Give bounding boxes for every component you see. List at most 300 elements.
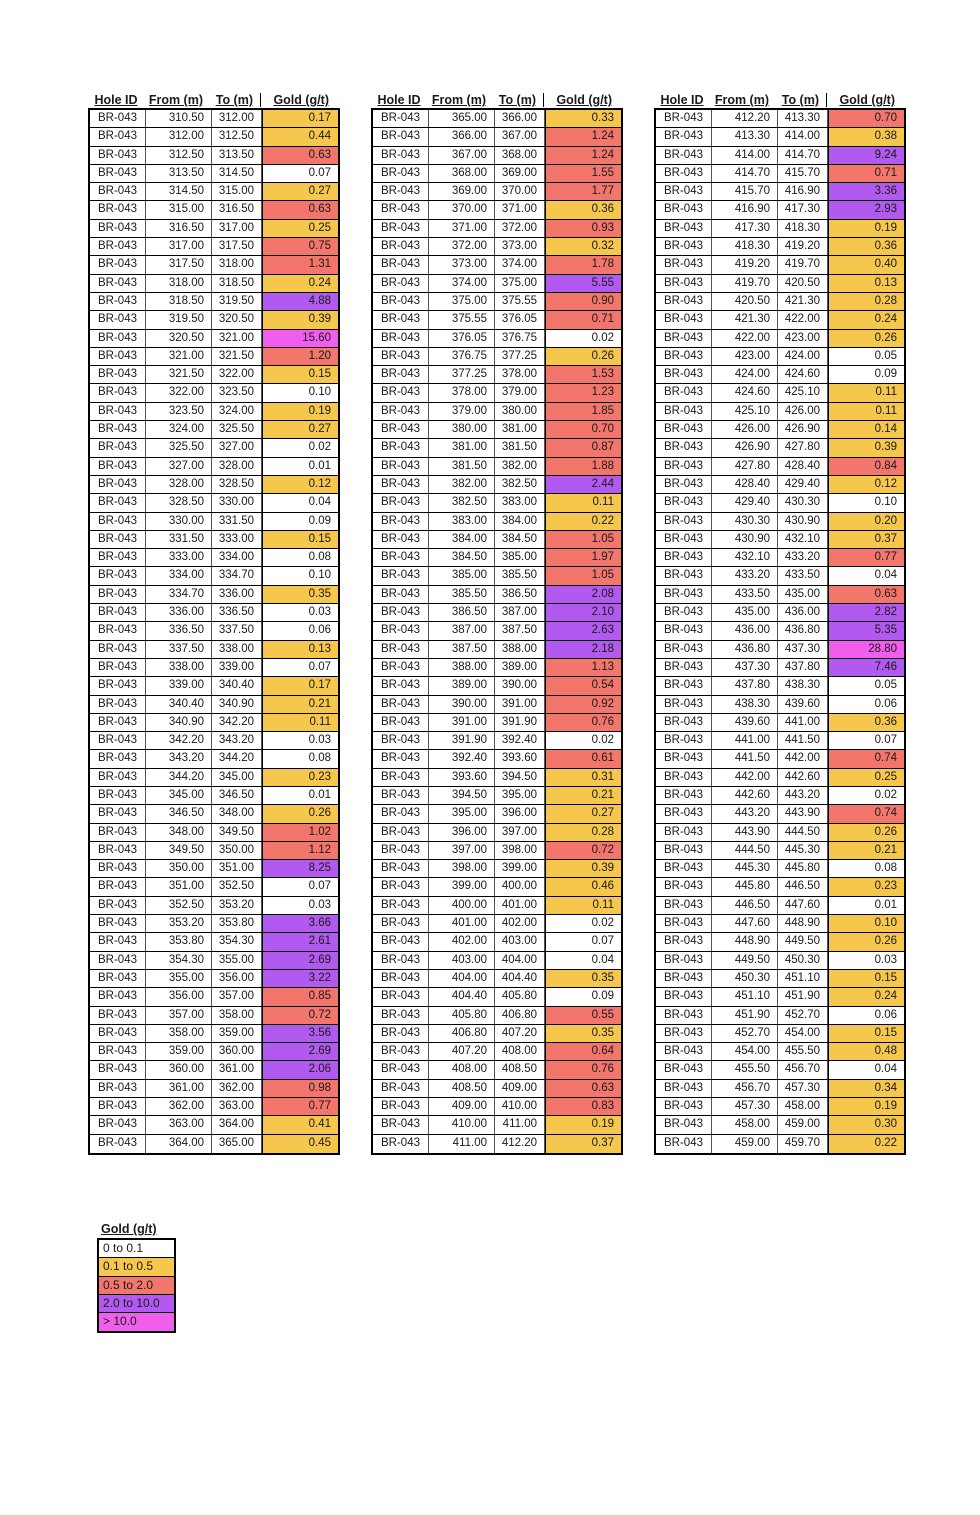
from-cell: 334.00 [146,567,212,584]
from-cell: 437.80 [712,677,778,694]
to-cell: 377.25 [495,348,545,365]
gold-cell: 0.31 [545,769,621,786]
assay-row [90,641,338,659]
assay-row [656,238,904,256]
gold-cell: 0.02 [262,439,338,456]
to-cell: 416.90 [778,183,828,200]
from-cell: 449.50 [712,952,778,969]
assay-row [656,366,904,384]
gold-cell: 0.26 [828,330,904,347]
gold-cell: 0.15 [828,1025,904,1042]
gold-cell: 0.70 [545,421,621,438]
to-cell: 400.00 [495,878,545,895]
hole-id-cell: BR-043 [656,878,712,895]
from-cell: 377.25 [429,366,495,383]
from-cell: 375.00 [429,293,495,310]
gold-cell: 0.72 [262,1007,338,1024]
column-header-hole-id [88,93,144,107]
to-cell: 315.00 [212,183,262,200]
column-header-label: Gold (g/t) [839,93,895,107]
hole-id-cell: BR-043 [656,421,712,438]
gold-cell: 0.07 [545,933,621,950]
to-cell: 370.00 [495,183,545,200]
hole-id-cell: BR-043 [656,1025,712,1042]
assay-row [373,622,621,640]
to-cell: 419.20 [778,238,828,255]
hole-id-cell: BR-043 [90,201,146,218]
hole-id-cell: BR-043 [373,549,429,566]
gold-cell: 0.83 [545,1098,621,1115]
gold-cell: 0.15 [262,366,338,383]
legend-class-m: > 10.0 [99,1313,174,1331]
assay-row [90,366,338,384]
gold-cell: 0.06 [262,622,338,639]
gold-cell: 0.77 [828,549,904,566]
from-cell: 346.50 [146,805,212,822]
gold-cell: 7.46 [828,659,904,676]
assay-row [373,860,621,878]
to-cell: 448.90 [778,915,828,932]
hole-id-cell: BR-043 [373,1043,429,1060]
hole-id-cell: BR-043 [373,421,429,438]
to-cell: 395.00 [495,787,545,804]
to-cell: 386.50 [495,586,545,603]
legend-class-w: 0 to 0.1 [99,1240,174,1258]
gold-cell: 2.44 [545,476,621,493]
from-cell: 430.90 [712,531,778,548]
assay-row [90,311,338,329]
from-cell: 357.00 [146,1007,212,1024]
from-cell: 436.80 [712,641,778,658]
to-cell: 381.00 [495,421,545,438]
from-cell: 455.50 [712,1061,778,1078]
to-cell: 422.00 [778,311,828,328]
assay-row [373,604,621,622]
hole-id-cell: BR-043 [373,897,429,914]
gold-cell: 0.02 [828,787,904,804]
gold-cell: 0.23 [828,878,904,895]
from-cell: 342.20 [146,732,212,749]
to-cell: 459.70 [778,1135,828,1153]
gold-cell: 0.09 [262,513,338,530]
gold-cell: 0.23 [262,769,338,786]
from-cell: 406.80 [429,1025,495,1042]
hole-id-cell: BR-043 [373,824,429,841]
to-cell: 312.50 [212,128,262,145]
from-cell: 340.90 [146,714,212,731]
column-header-label: To (m) [498,93,536,107]
hole-id-cell: BR-043 [373,1025,429,1042]
assay-row [373,384,621,402]
gold-cell: 0.40 [828,256,904,273]
assay-row [656,1061,904,1079]
from-cell: 390.00 [429,696,495,713]
gold-cell: 1.53 [545,366,621,383]
gold-cell: 0.74 [828,750,904,767]
gold-cell: 0.76 [545,714,621,731]
to-cell: 334.70 [212,567,262,584]
assay-row [656,878,904,896]
hole-id-cell: BR-043 [90,366,146,383]
header-row [654,88,906,107]
from-cell: 389.00 [429,677,495,694]
assay-row [373,915,621,933]
from-cell: 429.40 [712,494,778,511]
from-cell: 405.80 [429,1007,495,1024]
to-cell: 375.55 [495,293,545,310]
hole-id-cell: BR-043 [90,1098,146,1115]
assay-row [90,567,338,585]
hole-id-cell: BR-043 [90,439,146,456]
from-cell: 433.50 [712,586,778,603]
to-cell: 321.50 [212,348,262,365]
hole-id-cell: BR-043 [656,147,712,164]
hole-id-cell: BR-043 [90,183,146,200]
gold-cell: 1.88 [545,458,621,475]
from-cell: 387.00 [429,622,495,639]
assay-row [373,696,621,714]
to-cell: 325.50 [212,421,262,438]
assay-row [90,677,338,695]
from-cell: 442.00 [712,769,778,786]
column-header-label: Hole ID [94,93,138,107]
from-cell: 361.00 [146,1080,212,1097]
assay-row [90,878,338,896]
from-cell: 443.20 [712,805,778,822]
gold-cell: 0.08 [262,750,338,767]
to-cell: 363.00 [212,1098,262,1115]
to-cell: 419.70 [778,256,828,273]
assay-row [373,641,621,659]
hole-id-cell: BR-043 [373,256,429,273]
to-cell: 441.00 [778,714,828,731]
from-cell: 381.00 [429,439,495,456]
to-cell: 433.50 [778,567,828,584]
hole-id-cell: BR-043 [656,897,712,914]
assay-row [373,933,621,951]
to-cell: 352.50 [212,878,262,895]
hole-id-cell: BR-043 [90,110,146,127]
gold-cell: 0.64 [545,1043,621,1060]
assay-row [90,110,338,128]
to-cell: 351.00 [212,860,262,877]
hole-id-cell: BR-043 [90,348,146,365]
to-cell: 401.00 [495,897,545,914]
gold-cell: 0.84 [828,458,904,475]
hole-id-cell: BR-043 [656,531,712,548]
assay-tables [88,88,906,1155]
hole-id-cell: BR-043 [373,201,429,218]
to-cell: 340.40 [212,677,262,694]
gold-cell: 0.04 [828,567,904,584]
to-cell: 397.00 [495,824,545,841]
hole-id-cell: BR-043 [373,769,429,786]
assay-row [656,988,904,1006]
assay-grid [371,108,623,1155]
assay-row [656,494,904,512]
gold-cell: 0.36 [545,201,621,218]
assay-row [373,970,621,988]
to-cell: 348.00 [212,805,262,822]
from-cell: 353.20 [146,915,212,932]
to-cell: 450.30 [778,952,828,969]
from-cell: 360.00 [146,1061,212,1078]
hole-id-cell: BR-043 [90,220,146,237]
legend-title: Gold (g/t) [101,1222,157,1236]
hole-id-cell: BR-043 [656,494,712,511]
from-cell: 411.00 [429,1135,495,1153]
assay-row [90,1135,338,1153]
gold-cell: 0.21 [828,842,904,859]
gold-cell: 3.66 [262,915,338,932]
to-cell: 417.30 [778,201,828,218]
assay-row [373,732,621,750]
assay-row [90,970,338,988]
gold-cell: 0.63 [262,147,338,164]
assay-row [656,714,904,732]
assay-row [90,293,338,311]
assay-row [656,110,904,128]
to-cell: 349.50 [212,824,262,841]
gold-cell: 0.76 [545,1061,621,1078]
hole-id-cell: BR-043 [90,641,146,658]
hole-id-cell: BR-043 [656,696,712,713]
gold-cell: 0.06 [828,696,904,713]
to-cell: 408.50 [495,1061,545,1078]
gold-cell: 28.80 [828,641,904,658]
to-cell: 321.00 [212,330,262,347]
to-cell: 424.00 [778,348,828,365]
to-cell: 327.00 [212,439,262,456]
hole-id-cell: BR-043 [656,183,712,200]
gold-cell: 0.77 [262,1098,338,1115]
from-cell: 444.50 [712,842,778,859]
hole-id-cell: BR-043 [90,311,146,328]
hole-id-cell: BR-043 [90,238,146,255]
gold-cell: 1.55 [545,165,621,182]
gold-cell: 0.25 [262,220,338,237]
to-cell: 392.40 [495,732,545,749]
gold-cell: 0.11 [828,384,904,401]
hole-id-cell: BR-043 [90,1135,146,1153]
from-cell: 420.50 [712,293,778,310]
hole-id-cell: BR-043 [373,1116,429,1133]
assay-row [656,531,904,549]
assay-row [656,677,904,695]
hole-id-cell: BR-043 [373,1061,429,1078]
assay-row [90,952,338,970]
to-cell: 339.00 [212,659,262,676]
column-header-label: To (m) [781,93,819,107]
gold-cell: 0.06 [828,1007,904,1024]
gold-cell: 0.21 [262,696,338,713]
from-cell: 418.30 [712,238,778,255]
assay-row [90,1116,338,1134]
from-cell: 421.30 [712,311,778,328]
from-cell: 316.50 [146,220,212,237]
from-cell: 436.00 [712,622,778,639]
assay-row [656,1043,904,1061]
gold-cell: 0.45 [262,1135,338,1153]
hole-id-cell: BR-043 [373,842,429,859]
assay-row [373,805,621,823]
hole-id-cell: BR-043 [656,165,712,182]
from-cell: 391.90 [429,732,495,749]
from-cell: 376.75 [429,348,495,365]
legend-class-r: 0.5 to 2.0 [99,1277,174,1295]
from-cell: 354.30 [146,952,212,969]
gold-cell: 0.44 [262,128,338,145]
gold-cell: 0.01 [262,458,338,475]
hole-id-cell: BR-043 [656,604,712,621]
to-cell: 410.00 [495,1098,545,1115]
hole-id-cell: BR-043 [656,933,712,950]
assay-row [90,1080,338,1098]
hole-id-cell: BR-043 [90,824,146,841]
hole-id-cell: BR-043 [90,165,146,182]
assay-row [656,933,904,951]
from-cell: 426.00 [712,421,778,438]
to-cell: 375.00 [495,275,545,292]
assay-row [90,494,338,512]
to-cell: 385.50 [495,567,545,584]
from-cell: 384.50 [429,549,495,566]
to-cell: 457.30 [778,1080,828,1097]
hole-id-cell: BR-043 [373,622,429,639]
hole-id-cell: BR-043 [90,769,146,786]
to-cell: 382.00 [495,458,545,475]
assay-row [90,860,338,878]
gold-cell: 0.07 [828,732,904,749]
assay-row [656,659,904,677]
gold-cell: 1.24 [545,147,621,164]
gold-cell: 0.03 [262,732,338,749]
hole-id-cell: BR-043 [656,476,712,493]
gold-cell: 8.25 [262,860,338,877]
from-cell: 425.10 [712,403,778,420]
from-cell: 385.50 [429,586,495,603]
assay-row [90,384,338,402]
from-cell: 350.00 [146,860,212,877]
to-cell: 441.50 [778,732,828,749]
hole-id-cell: BR-043 [90,933,146,950]
gold-cell: 0.07 [262,878,338,895]
hole-id-cell: BR-043 [656,110,712,127]
from-cell: 312.00 [146,128,212,145]
hole-id-cell: BR-043 [373,732,429,749]
from-cell: 383.00 [429,513,495,530]
assay-row [373,458,621,476]
to-cell: 376.05 [495,311,545,328]
gold-cell: 0.39 [545,860,621,877]
to-cell: 451.10 [778,970,828,987]
to-cell: 343.20 [212,732,262,749]
to-cell: 369.00 [495,165,545,182]
gold-cell: 1.77 [545,183,621,200]
hole-id-cell: BR-043 [656,1116,712,1133]
to-cell: 443.90 [778,805,828,822]
assay-row [90,622,338,640]
to-cell: 443.20 [778,787,828,804]
from-cell: 379.00 [429,403,495,420]
column-header-gold [543,93,619,107]
from-cell: 399.00 [429,878,495,895]
hole-id-cell: BR-043 [373,311,429,328]
gold-cell: 0.11 [828,403,904,420]
from-cell: 391.00 [429,714,495,731]
gold-cell: 0.04 [262,494,338,511]
from-cell: 402.00 [429,933,495,950]
assay-row [373,1080,621,1098]
assay-row [90,1061,338,1079]
assay-row [373,165,621,183]
gold-cell: 0.15 [828,970,904,987]
assay-row [373,366,621,384]
assay-row [656,970,904,988]
from-cell: 427.80 [712,458,778,475]
assay-row [656,860,904,878]
to-cell: 379.00 [495,384,545,401]
to-cell: 372.00 [495,220,545,237]
to-cell: 393.60 [495,750,545,767]
hole-id-cell: BR-043 [90,659,146,676]
to-cell: 391.90 [495,714,545,731]
gold-cell: 3.36 [828,183,904,200]
hole-id-cell: BR-043 [656,1043,712,1060]
to-cell: 436.80 [778,622,828,639]
from-cell: 368.00 [429,165,495,182]
gold-cell: 0.05 [828,677,904,694]
from-cell: 451.10 [712,988,778,1005]
gold-cell: 0.27 [262,421,338,438]
gold-cell: 0.48 [828,1043,904,1060]
gold-cell: 0.70 [828,110,904,127]
from-cell: 448.90 [712,933,778,950]
assay-table-2 [371,88,623,1155]
hole-id-cell: BR-043 [656,384,712,401]
hole-id-cell: BR-043 [373,970,429,987]
from-cell: 407.20 [429,1043,495,1060]
to-cell: 380.00 [495,403,545,420]
assay-row [373,750,621,768]
gold-cell: 0.98 [262,1080,338,1097]
gold-cell: 0.10 [262,567,338,584]
hole-id-cell: BR-043 [373,275,429,292]
gold-cell: 0.35 [545,970,621,987]
from-cell: 345.00 [146,787,212,804]
from-cell: 404.00 [429,970,495,987]
from-cell: 447.60 [712,915,778,932]
to-cell: 313.50 [212,147,262,164]
assay-row [656,293,904,311]
gold-cell: 1.24 [545,128,621,145]
to-cell: 358.00 [212,1007,262,1024]
assay-row [373,494,621,512]
assay-row [373,659,621,677]
gold-cell: 0.39 [828,439,904,456]
column-header-to [210,93,260,107]
hole-id-cell: BR-043 [90,1080,146,1097]
assay-row [656,1025,904,1043]
from-cell: 327.00 [146,458,212,475]
hole-id-cell: BR-043 [90,275,146,292]
gold-cell: 2.63 [545,622,621,639]
from-cell: 359.00 [146,1043,212,1060]
gold-cell: 0.61 [545,750,621,767]
assay-row [90,696,338,714]
to-cell: 383.00 [495,494,545,511]
hole-id-cell: BR-043 [90,897,146,914]
